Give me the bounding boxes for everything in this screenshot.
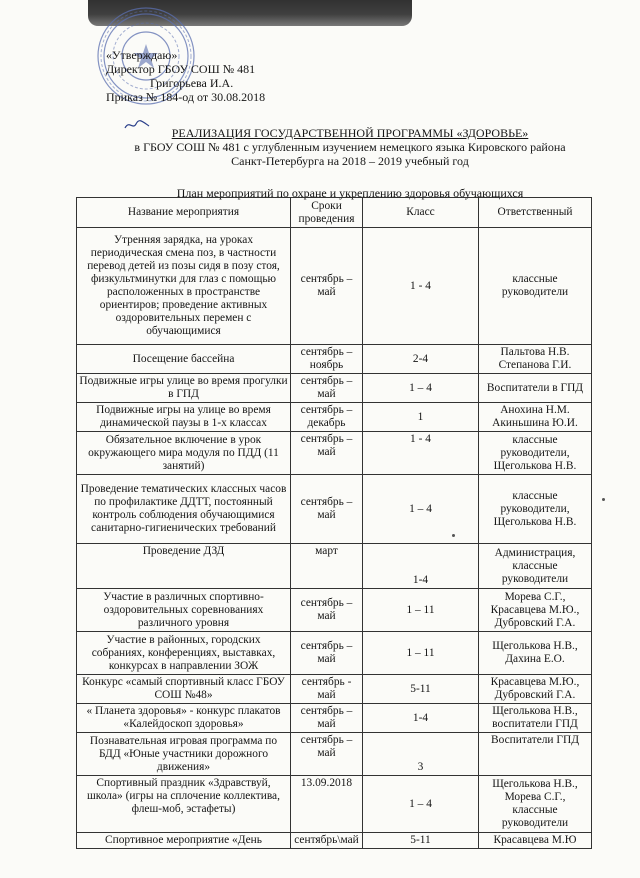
grade-cell: 1 - 4 — [363, 432, 479, 475]
table-row — [77, 403, 592, 432]
dates-cell: март — [291, 544, 363, 589]
dates-cell: сентябрь – декабрь — [291, 403, 363, 432]
event-cell: Подвижные игры на улице во время динамической паузы в 1-х классах — [77, 403, 291, 432]
grade-cell: 1 – 4 — [363, 475, 479, 544]
table-row — [77, 345, 592, 374]
approval-order: Приказ № 184-од от 30.08.2018 — [106, 90, 266, 104]
grade-cell: 1-4 — [363, 704, 479, 733]
event-cell: « Планета здоровья» - конкурс плакатов «Калейдоскоп здоровья» — [77, 704, 291, 733]
dates-cell: сентябрь – май — [291, 733, 363, 776]
event-cell: Спортивный праздник «Здравствуй, школа» (игры на сплочение коллектива, флеш-моб, эстафеты) — [77, 776, 291, 833]
event-cell: Утренняя зарядка, на уроках периодическая смена поз, в частности перевод детей из позы сидя в позу стоя, физкультминутки для глаз с помощью расположенных в пространстве ориентиров; проведение активных оздоровительных перемен с обучающимися — [77, 228, 291, 345]
grade-cell: 1 – 11 — [363, 632, 479, 675]
responsible-cell: Щеголькова Н.В., Дахина Е.О. — [479, 632, 592, 675]
document-header — [60, 126, 640, 168]
plan-title: План мероприятий по охране и укреплению здоровья обучающихся — [176, 186, 524, 200]
col-header-grade: Класс — [363, 198, 479, 228]
grade-cell: 5-11 — [363, 833, 479, 849]
col-header-dates: Сроки проведения — [291, 198, 363, 228]
table-row — [77, 475, 592, 544]
grade-cell: 1 - 4 — [363, 228, 479, 345]
dates-cell: сентябрь – май — [291, 228, 363, 345]
event-cell: Познавательная игровая программа по БДД «Юные участники дорожного движения» — [77, 733, 291, 776]
responsible-cell: Воспитатели ГПД — [479, 733, 592, 776]
table-row — [77, 776, 592, 833]
dates-cell: сентябрь\май — [291, 833, 363, 849]
table-row — [77, 589, 592, 632]
table-row — [77, 228, 592, 345]
academic-year: Санкт-Петербурга на 2018 – 2019 учебный год — [231, 154, 469, 168]
dates-cell: сентябрь – май — [291, 432, 363, 475]
paper-speck — [452, 534, 455, 537]
dates-cell: сентябрь – ноябрь — [291, 345, 363, 374]
event-cell: Проведение тематических классных часов по профилактике ДДТТ, постоянный контроль соблюдения обучающимися санитарно-гигиенических требований — [77, 475, 291, 544]
event-cell: Посещение бассейна — [77, 345, 291, 374]
responsible-cell: Морева С.Г., Красавцева М.Ю., Дубровский Г.А. — [479, 589, 592, 632]
table-row — [77, 733, 592, 776]
responsible-cell: Администрация, классные руководители — [479, 544, 592, 589]
grade-cell: 1 – 4 — [363, 776, 479, 833]
event-cell: Участие в различных спортивно-оздоровительных соревнованиях различного уровня — [77, 589, 291, 632]
responsible-cell: Красавцева М.Ю — [479, 833, 592, 849]
responsible-cell: классные руководители, Щеголькова Н.В. — [479, 475, 592, 544]
approval-director: Директор ГБОУ СОШ № 481 — [106, 62, 256, 76]
event-cell: Конкурс «самый спортивный класс ГБОУ СОШ №48» — [77, 675, 291, 704]
table-row — [77, 632, 592, 675]
responsible-cell: классные руководители, Щеголькова Н.В. — [479, 432, 592, 475]
responsible-cell: Воспитатели в ГПД — [479, 374, 592, 403]
event-cell: Проведение ДЗД — [77, 544, 291, 589]
col-header-responsible: Ответственный — [479, 198, 592, 228]
grade-cell: 1 — [363, 403, 479, 432]
grade-cell: 5-11 — [363, 675, 479, 704]
grade-cell: 1 – 11 — [363, 589, 479, 632]
program-title: РЕАЛИЗАЦИЯ ГОСУДАРСТВЕННОЙ ПРОГРАММЫ «ЗДОРОВЬЕ» — [171, 126, 529, 140]
dates-cell: сентябрь – май — [291, 475, 363, 544]
grade-cell: 3 — [363, 733, 479, 776]
table-row — [77, 833, 592, 849]
responsible-cell: классные руководители — [479, 228, 592, 345]
approval-heading: «Утверждаю» — [106, 48, 178, 62]
event-cell: Спортивное мероприятие «День — [77, 833, 291, 849]
table-row — [77, 374, 592, 403]
event-cell: Участие в районных, городских собраниях, конференциях, выставках, конкурсах в направлении ЗОЖ — [77, 632, 291, 675]
table-row — [77, 432, 592, 475]
responsible-cell: Пальтова Н.В. Степанова Г.И. — [479, 345, 592, 374]
responsible-cell: Щеголькова Н.В., воспитатели ГПД — [479, 704, 592, 733]
responsible-cell: Анохина Н.М. Акиньшина Ю.И. — [479, 403, 592, 432]
grade-cell: 1 – 4 — [363, 374, 479, 403]
table-header-row — [77, 198, 592, 228]
paper-speck — [602, 498, 605, 501]
dates-cell: сентябрь – май — [291, 704, 363, 733]
grade-cell: 1-4 — [363, 544, 479, 589]
approval-block — [106, 48, 366, 104]
grade-cell: 2-4 — [363, 345, 479, 374]
col-header-event: Название мероприятия — [77, 198, 291, 228]
school-name: в ГБОУ СОШ № 481 с углубленным изучением немецкого языка Кировского района — [134, 140, 566, 154]
responsible-cell: Красавцева М.Ю., Дубровский Г.А. — [479, 675, 592, 704]
dates-cell: сентябрь – май — [291, 632, 363, 675]
dates-cell: сентябрь - май — [291, 675, 363, 704]
event-cell: Подвижные игры улице во время прогулки в ГПД — [77, 374, 291, 403]
approval-signatory: Григорьева И.А. — [150, 76, 234, 90]
table-row — [77, 544, 592, 589]
dates-cell: 13.09.2018 — [291, 776, 363, 833]
table-row — [77, 704, 592, 733]
table-row — [77, 675, 592, 704]
responsible-cell: Щеголькова Н.В., Морева С.Г., классные руководители — [479, 776, 592, 833]
dates-cell: сентябрь – май — [291, 374, 363, 403]
dates-cell: сентябрь – май — [291, 589, 363, 632]
event-cell: Обязательное включение в урок окружающего мира модуля по ПДД (11 занятий) — [77, 432, 291, 475]
events-table — [76, 197, 592, 849]
